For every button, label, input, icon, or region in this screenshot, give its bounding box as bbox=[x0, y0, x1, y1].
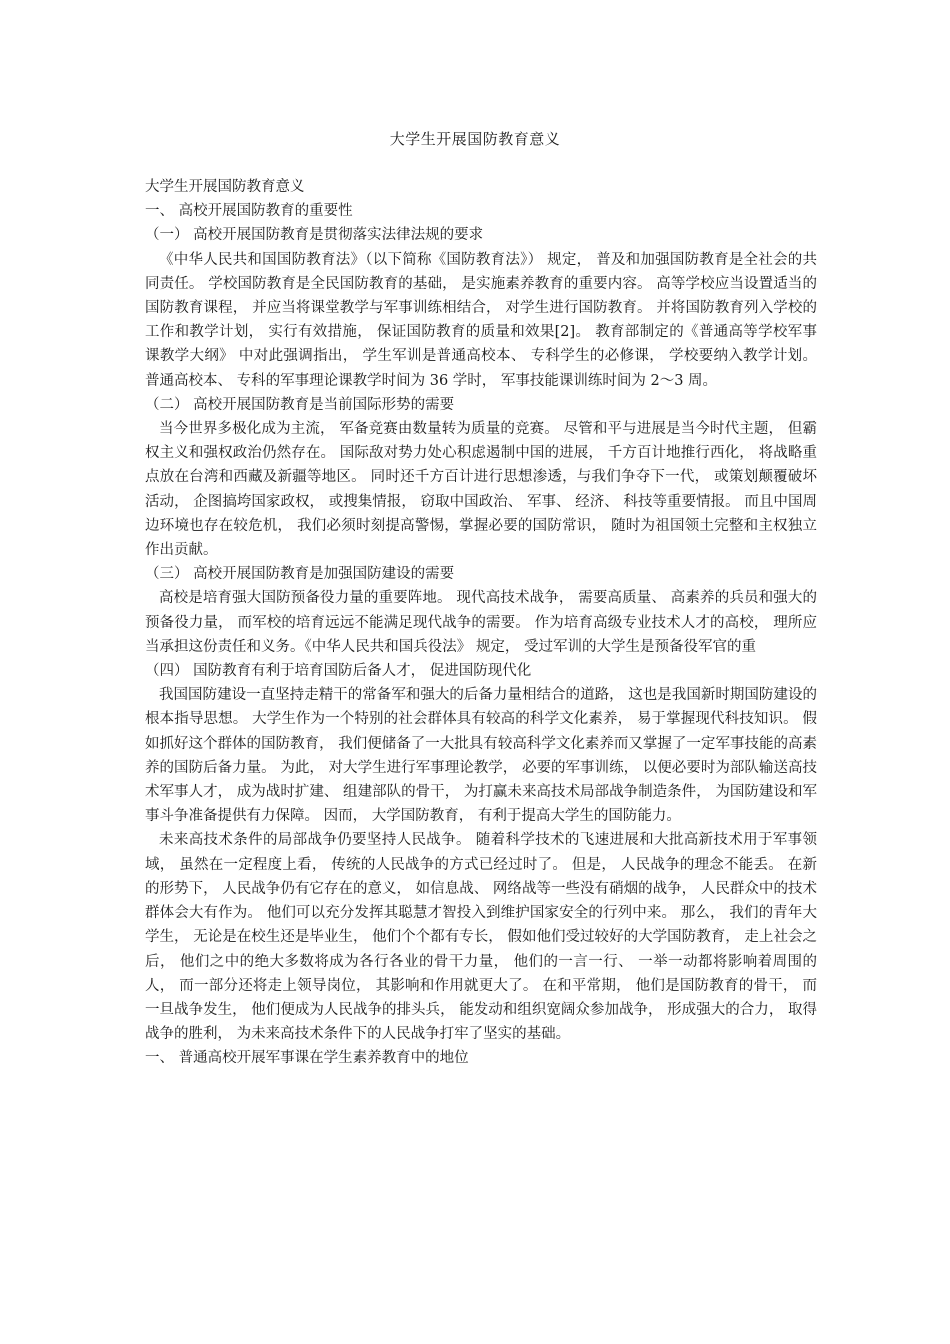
subsection-heading: （三） 高校开展国防教育是加强国防建设的需要 bbox=[145, 566, 455, 583]
paragraph: 我国国防建设一直坚持走精干的常备军和强大的后备力量相结合的道路， 这也是我国新时期国防建设的根本指导思想。 大学生作为一个特别的社会群体具有较高的科学文化素养， 易于掌握现代科技知识。 假如抓好这个群体的国防教育， 我们便储备了一大批具有较高科学文化素养而又掌握了一定军事技能的高素养的国防后备力量。 为此， 对大学生进行军事理论教学， 必要的军事训练， 以便必要时为部队输送高技术军事人才， 成为战时扩建、 组建部队的骨干， 为打赢未来高技术局部战争制造条件， 为国防建设和军事斗争准备提供有力保障。 因而， 大学国防教育， 有利于提高大学生的国防能力。 bbox=[145, 687, 817, 825]
page-title: 大学生开展国防教育意义 bbox=[389, 130, 561, 148]
paragraph: 高校是培育强大国防预备役力量的重要阵地。 现代高技术战争， 需要高质量、 高素养的兵员和强大的预备役力量， 而军校的培育远远不能满足现代战争的需要。 作为培育高级专业技术人才的高校， 理所应当承担这份责任和义务。《中华人民共和国兵役法》 规定， 受过军训的大学生是预备役军官的重 bbox=[145, 590, 817, 655]
paragraph: 当今世界多极化成为主流， 军备竞赛由数量转为质量的竞赛。 尽管和平与进展是当今时代主题， 但霸权主义和强权政治仍然存在。 国际敌对势力处心积虑遏制中国的进展， 千方百计地推行西化， 将战略重点放在台湾和西藏及新疆等地区。 同时还千方百计进行思想渗透，与我们争夺下一代， 或策划颠覆破坏活动， 企图搞垮国家政权， 或搜集情报， 窃取中国政治、 军事、 经济、 科技等重要情报。 而且中国周边环境也存在较危机， 我们必须时刻提高警惕，掌握必要的国防常识， 随时为祖国领土完整和主权独立作出贡献。 bbox=[145, 421, 817, 559]
paragraph: 《中华人民共和国国防教育法》（以下简称《国防教育法》） 规定， 普及和加强国防教育是全社会的共同责任。 学校国防教育是全民国防教育的基础， 是实施素养教育的重要内容。 高等学校应当设置适当的国防教育课程， 并应当将课堂教学与军事训练相结合， 对学生进行国防教育。 并将国防教育列入学校的工作和教学计划， 实行有效措施， 保证国防教育的质量和效果[2]。 教育部制定的《普通高等学校军事课教学大纲》 中对此强调指出， 学生军训是普通高校本、 专科学生的必修课， 学校要纳入教学计划。 普通高校本、 专科的军事理论课教学时间为 36 学时， 军事技能课训练时间为 2～3 周。 bbox=[145, 251, 817, 389]
section-heading: 一、 高校开展国防教育的重要性 bbox=[145, 203, 353, 220]
document-body bbox=[145, 175, 817, 1071]
subsection-heading: （四） 国防教育有利于培育国防后备人才， 促进国防现代化 bbox=[145, 663, 532, 680]
paragraph: 未来高技术条件的局部战争仍要坚持人民战争。 随着科学技术的飞速进展和大批高新技术用于军事领域， 虽然在一定程度上看， 传统的人民战争的方式已经过时了。 但是， 人民战争的理念不能丢。 在新的形势下， 人民战争仍有它存在的意义， 如信息战、 网络战等一些没有硝烟的战争， 人民群众中的技术群体会大有作为。 他们可以充分发挥其聪慧才智投入到维护国家安全的行列中来。 那么， 我们的青年大学生， 无论是在校生还是毕业生， 他们个个都有专长， 假如他们受过较好的大学国防教育， 走上社会之后， 他们之中的绝大多数将成为各行各业的骨干力量， 他们的一言一行、 一举一动都将影响着周围的人， 而一部分还将走上领导岗位， 其影响和作用就更大了。 在和平常期， 他们是国防教育的骨干， 而一旦战争发生， 他们便成为人民战争的排头兵， 能发动和组织宽阔众参加战争， 形成强大的合力， 取得战争的胜利， 为未来高技术条件下的人民战争打牢了坚实的基础。 bbox=[145, 832, 817, 1043]
subsection-heading: （一） 高校开展国防教育是贯彻落实法律法规的要求 bbox=[145, 227, 484, 244]
subsection-heading: （二） 高校开展国防教育是当前国际形势的需要 bbox=[145, 396, 455, 413]
document-subtitle: 大学生开展国防教育意义 bbox=[145, 179, 305, 195]
section-heading: 一、 普通高校开展军事课在学生素养教育中的地位 bbox=[145, 1050, 469, 1067]
